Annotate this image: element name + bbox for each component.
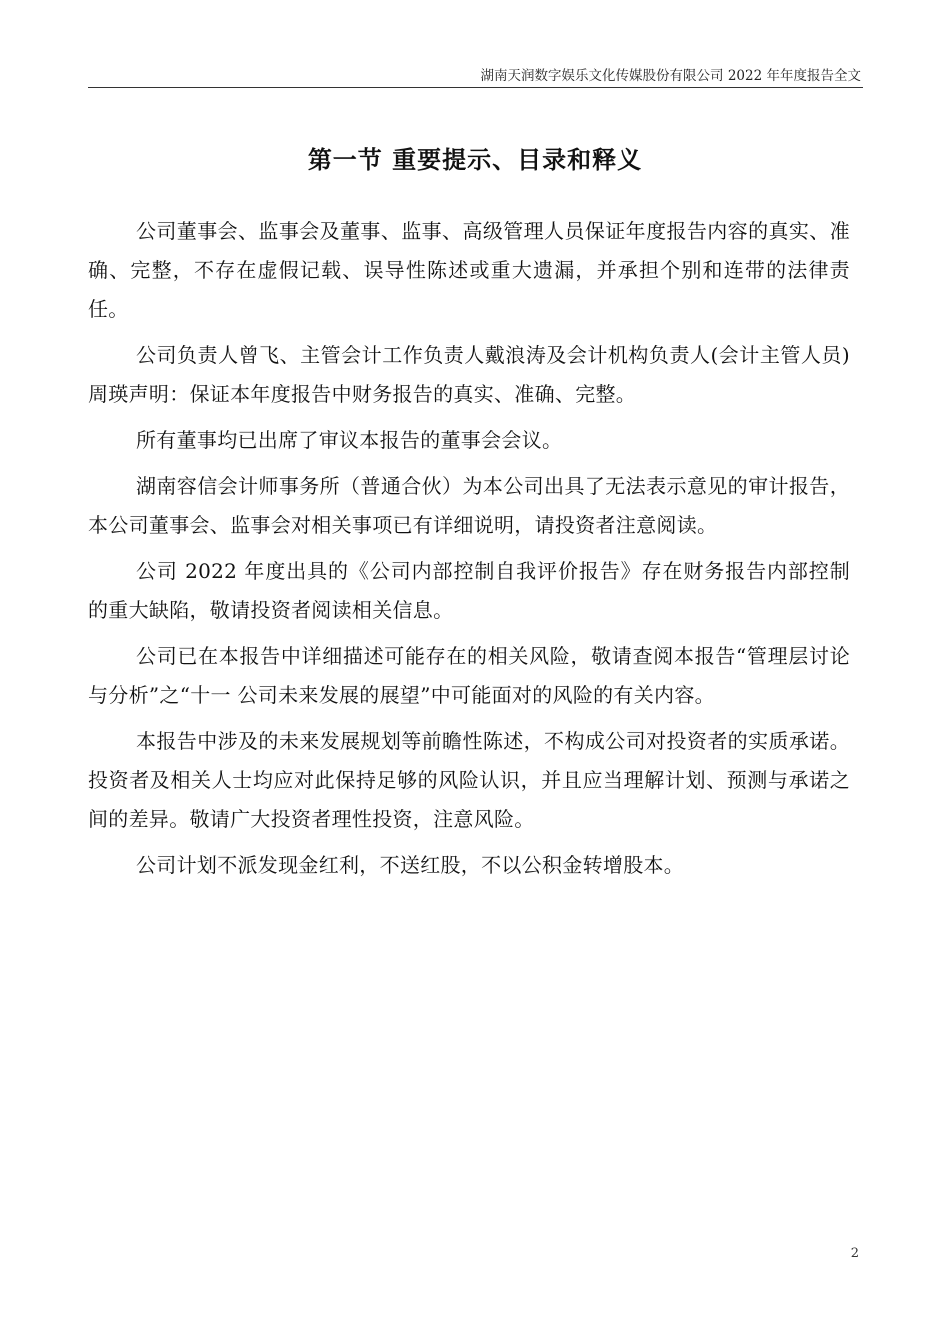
header-divider [88,87,863,88]
paragraph-dividend-plan: 公司计划不派发现金红利，不送红股，不以公积金转增股本。 [136,853,685,877]
paragraph-board-attendance: 所有董事均已出席了审议本报告的董事会会议。 [136,428,563,452]
running-header: 湖南天润数字娱乐文化传媒股份有限公司 2022 年年度报告全文 [480,68,861,84]
section-title: 第一节 重要提示、目录和释义 [307,145,643,174]
paragraph-audit-opinion: 湖南容信会计师事务所（普通合伙）为本公司出具了无法表示意见的审计报告，本公司董事会、监事会对相关事项已有详细说明，请投资者注意阅读。 [88,474,850,537]
paragraph-responsibility-statement: 公司董事会、监事会及董事、监事、高级管理人员保证年度报告内容的真实、准确、完整，不存在虚假记载、误导性陈述或重大遗漏，并承担个别和连带的法律责任。 [88,219,850,321]
body-text [88,212,850,892]
paragraph-officer-declaration: 公司负责人曾飞、主管会计工作负责人戴浪涛及会计机构负责人(会计主管人员)周瑛声明：保证本年度报告中财务报告的真实、准确、完整。 [88,343,850,406]
page-number: 2 [850,1246,859,1261]
paragraph-risk-reference: 公司已在本报告中详细描述可能存在的相关风险，敬请查阅本报告“管理层讨论与分析”之“十一 公司未来发展的展望”中可能面对的风险的有关内容。 [88,644,850,707]
paragraph-forward-looking: 本报告中涉及的未来发展规划等前瞻性陈述，不构成公司对投资者的实质承诺。投资者及相关人士均应对此保持足够的风险认识，并且应当理解计划、预测与承诺之间的差异。敬请广大投资者理性投资，注意风险。 [88,729,850,831]
paragraph-internal-control: 公司 2022 年度出具的《公司内部控制自我评价报告》存在财务报告内部控制的重大缺陷，敬请投资者阅读相关信息。 [88,559,850,622]
